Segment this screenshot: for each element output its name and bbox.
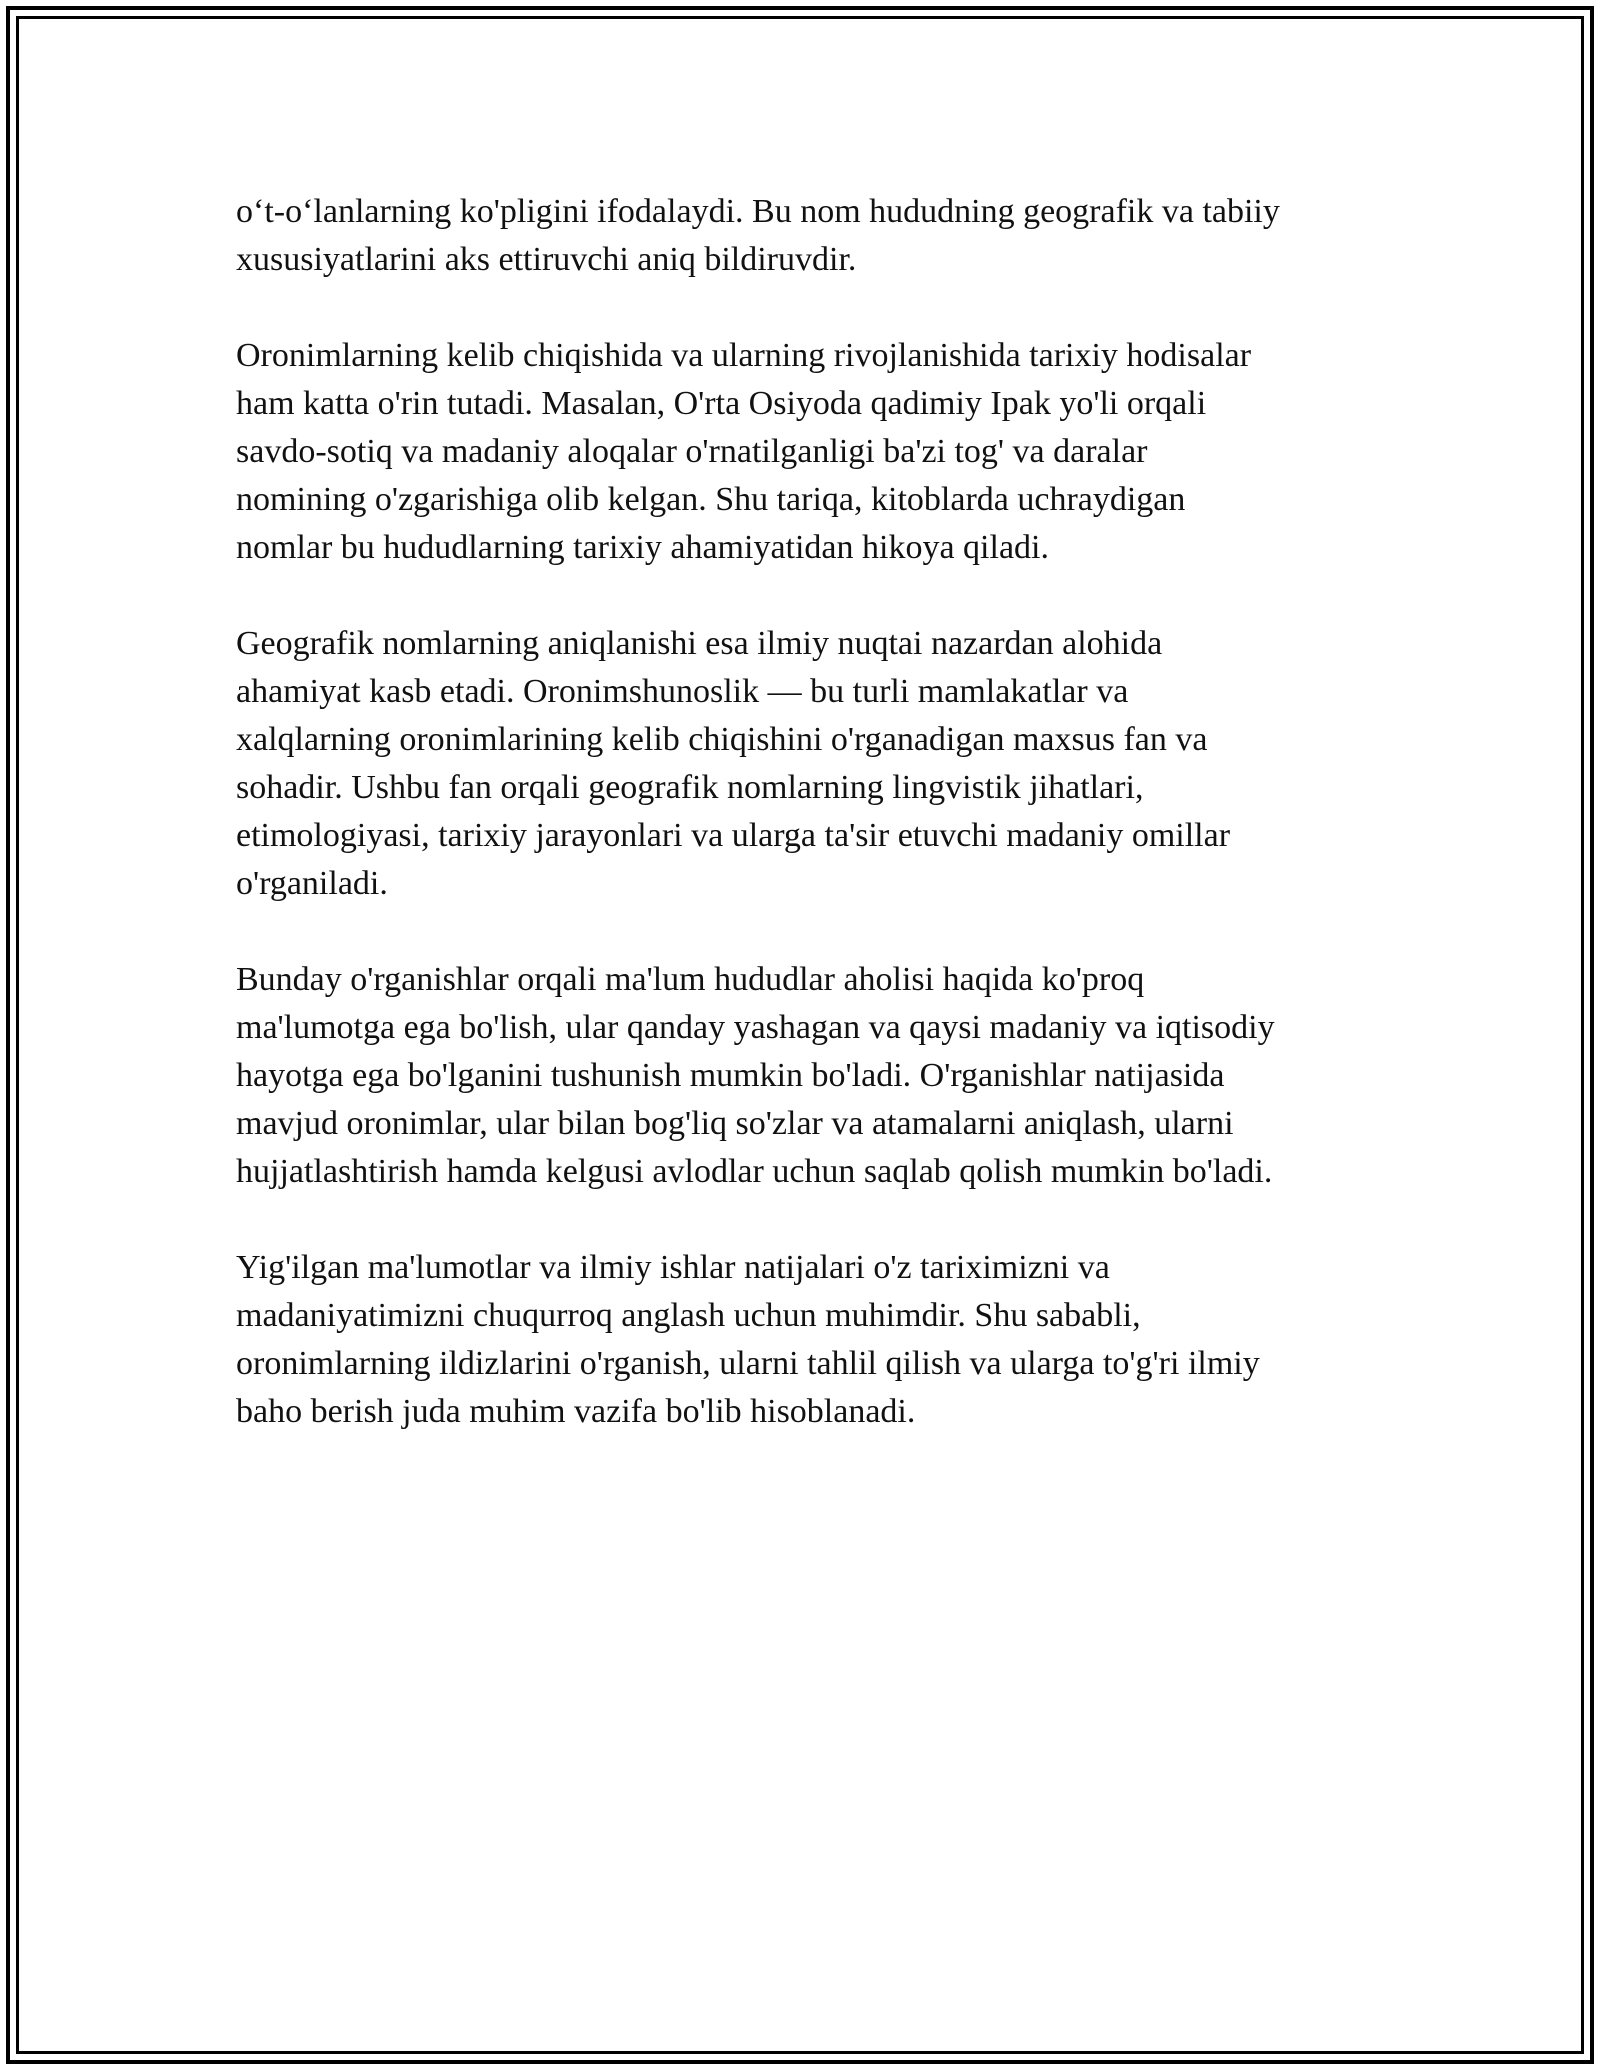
document-body — [236, 188, 1366, 1484]
paragraph: Oronimlarning kelib chiqishida va ularning rivojlanishida tarixiy hodisalar ham katta o'rin tutadi. Masalan, O'rta Osiyoda qadimiy Ipak yo'li orqali savdo-sotiq va madaniy aloqalar o'rnatilganligi ba'zi tog' va daralar nomining o'zgarishiga olib kelgan. Shu tariqa, kitoblarda uchraydigan nomlar bu hududlarning tarixiy ahamiyatidan hikoya qiladi. — [236, 337, 1252, 566]
paragraph: o‘t-o‘lanlarning ko'pligini ifodalaydi. Bu nom hududning geografik va tabiiy xususiyatlarini aks ettiruvchi aniq bildiruvdir. — [236, 193, 1280, 278]
paragraph: Yig'ilgan ma'lumotlar va ilmiy ishlar natijalari o'z tariximizni va madaniyatimizni chuqurroq anglash uchun muhimdir. Shu sababli, oronimlarning ildizlarini o'rganish, ularni tahlil qilish va ularga to'g'ri ilmiy baho berish juda muhim vazifa bo'lib hisoblanadi. — [236, 1249, 1260, 1430]
paragraph: Geografik nomlarning aniqlanishi esa ilmiy nuqtai nazardan alohida ahamiyat kasb etadi. Oronimshunoslik — bu turli mamlakatlar va xalqlarning oronimlarining kelib chiqishini o'rganadigan maxsus fan va sohadir. Ushbu fan orqali geografik nomlarning lingvistik jihatlari, etimologiyasi, tarixiy jarayonlari va ularga ta'sir etuvchi madaniy omillar o'rganiladi. — [236, 625, 1231, 902]
paragraph: Bunday o'rganishlar orqali ma'lum hududlar aholisi haqida ko'proq ma'lumotga ega bo'lish, ular qanday yashagan va qaysi madaniy va iqtisodiy hayotga ega bo'lganini tushunish mumkin bo'ladi. O'rganishlar natijasida mavjud oronimlar, ular bilan bog'liq so'zlar va atamalarni aniqlash, ularni hujjatlashtirish hamda kelgusi avlodlar uchun saqlab qolish mumkin bo'ladi. — [236, 961, 1275, 1190]
